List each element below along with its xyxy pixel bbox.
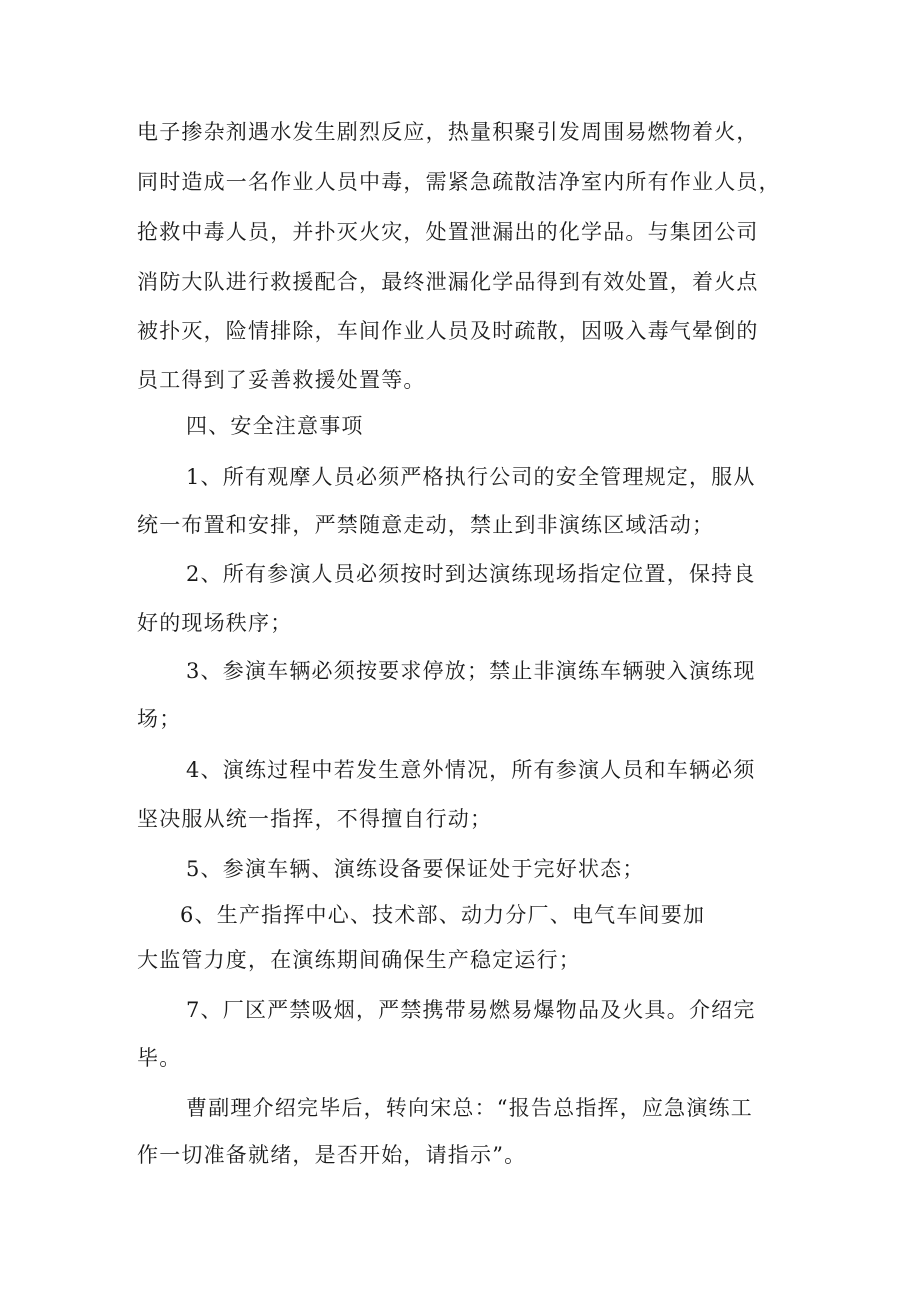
list-item-line: 2、所有参演人员必须按时到达演练现场指定位置，保持良 — [186, 562, 756, 586]
list-item-line: 7、厂区严禁吸烟，严禁携带易燃易爆物品及火具。介绍完 — [186, 998, 756, 1022]
body-text-line: 作一切准备就绪，是否开始，请指示”。 — [137, 1143, 527, 1167]
body-text-line: 抢救中毒人员，并扑灭火灾，处置泄漏出的化学品。与集团公司 — [137, 220, 759, 244]
list-item-line: 5、参演车辆、演练设备要保证处于完好状态； — [186, 857, 645, 881]
list-item-line: 3、参演车辆必须按要求停放；禁止非演练车辆驶入演练现 — [186, 659, 756, 683]
body-text-line: 同时造成一名作业人员中毒，需紧急疏散洁净室内所有作业人员， — [137, 170, 781, 194]
list-item-line: 好的现场秩序； — [137, 611, 293, 635]
section-heading: 四、安全注意事项 — [186, 414, 364, 438]
list-item-line: 毕。 — [137, 1046, 182, 1070]
list-item-line: 坚决服从统一指挥，不得擅自行动； — [137, 807, 493, 831]
list-item-line: 大监管力度，在演练期间确保生产稳定运行； — [137, 948, 581, 972]
list-item-line: 场； — [137, 707, 182, 731]
list-item-line: 统一布置和安排，严禁随意走动，禁止到非演练区域活动； — [137, 513, 715, 537]
body-text-line: 被扑灭，险情排除，车间作业人员及时疏散，因吸入毒气晕倒的 — [137, 319, 759, 343]
body-text-line: 电子掺杂剂遇水发生剧烈反应，热量积聚引发周围易燃物着火， — [137, 120, 759, 144]
list-item-line: 6、生产指挥中心、技术部、动力分厂、电气车间要加 — [180, 903, 706, 927]
list-item-line: 4、演练过程中若发生意外情况，所有参演人员和车辆必须 — [186, 758, 756, 782]
body-text-line: 员工得到了妥善救援处置等。 — [137, 368, 426, 392]
list-item-line: 1、所有观摩人员必须严格执行公司的安全管理规定，服从 — [186, 465, 756, 489]
body-text-line: 曹副理介绍完毕后，转向宋总：“报告总指挥，应急演练工 — [186, 1096, 753, 1120]
body-text-line: 消防大队进行救援配合，最终泄漏化学品得到有效处置，着火点 — [137, 270, 759, 294]
